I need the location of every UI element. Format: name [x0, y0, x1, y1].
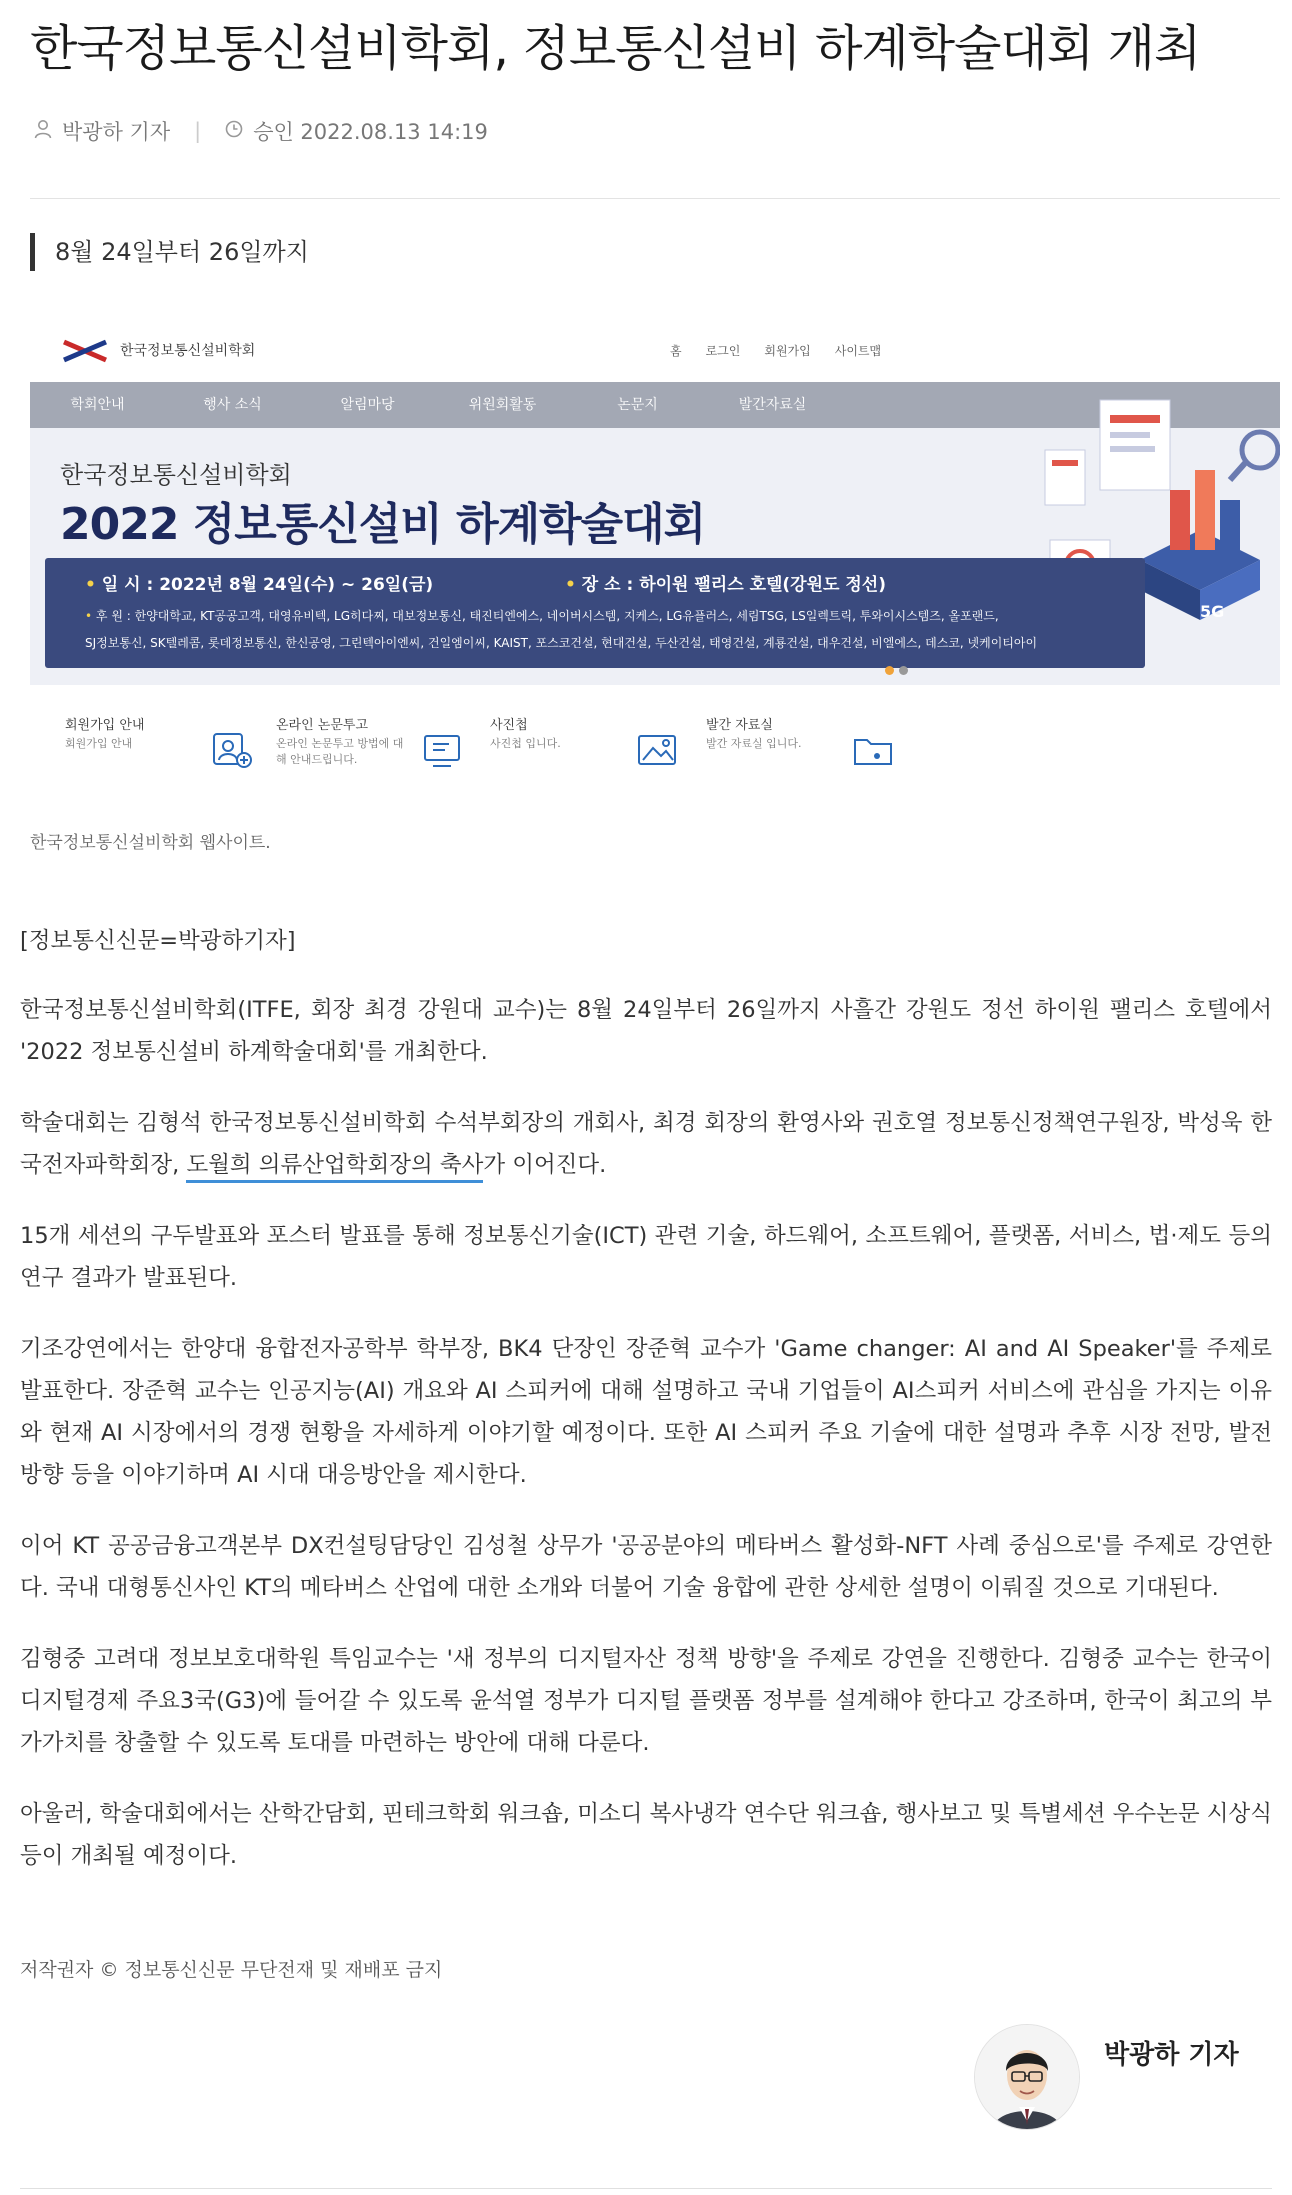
event-venue: • 장 소 : 하이원 팰리스 호텔(강원도 정선)	[565, 575, 886, 595]
headline: 한국정보통신설비학회, 정보통신설비 하계학술대회 개최	[30, 20, 1201, 77]
banner-nav-item: 논문지	[617, 397, 658, 413]
utility-links	[670, 342, 881, 359]
folder-icon	[851, 730, 895, 770]
body-paragraph: [정보통신신문=박광하기자]	[20, 928, 296, 954]
event-sponsors-continued: SJ정보통신, SK텔레콤, 롯데정보통신, 한신공영, 그린텍아이엔씨, 건일엠이씨, KAIST, 포스코건설, 현대건설, 두산건설, 태영건설, 계룡건설, 대우건설, 비엘에스, 데스코, 넷케이티아이	[85, 636, 1038, 650]
byline	[34, 116, 488, 146]
author[interactable]: 박광하 기자	[62, 120, 171, 144]
body-paragraph: 15개 세션의 구두발표와 포스터 발표를 통해 정보통신기술(ICT) 관련 기술, 하드웨어, 소프트웨어, 플랫폼, 서비스, 법·제도 등의 연구 결과가 발표된다.	[20, 1223, 1272, 1291]
highlighted-phrase: 도월희 의류산업학회장의 축사	[186, 1152, 483, 1183]
banner-nav-item: 알림마당	[340, 397, 395, 413]
subtitle: 8월 24일부터 26일까지	[30, 233, 309, 271]
util-sitemap: 사이트맵	[834, 344, 882, 358]
banner-org: 한국정보통신설비학회	[60, 461, 292, 489]
article-figure	[30, 320, 1280, 860]
banner-nav-item: 위원회활동	[468, 397, 537, 413]
carousel-dot	[899, 666, 908, 675]
event-sponsors: • 후 원 : 한양대학교, KT공공고객, 대영유비텍, LG히다찌, 대보정보통신, 태진티엔에스, 네이버시스템, 지케스, LG유플러스, 세림TSG, LS일렉트릭, 투와이시스템즈, 올포랜드,	[85, 609, 999, 623]
header-divider	[30, 198, 1280, 199]
person-icon	[34, 119, 52, 144]
body-paragraph: 김형중 고려대 정보보호대학원 특임교수는 '새 정부의 디지털자산 정책 방향'을 주제로 강연을 진행한다. 김형중 교수는 한국이 디지털경제 주요3국(G3)에 들어갈 수 있도록 윤석열 정부가 디지털 플랫폼 정부를 설계해야 한다고 강조하며, 한국이 최고의 부가가치를 창출할 수 있도록 토대를 마련하는 방안에 대해 다룬다.	[20, 1646, 1272, 1756]
clock-icon	[225, 119, 243, 143]
reporter-name[interactable]: 박광하 기자	[1104, 2040, 1239, 2070]
banner-title: 2022 정보통신설비 하계학술대회	[60, 499, 706, 550]
quick-links: 회원가입 안내 회원가입 안내 온라인 논문투고 온라인 논문투고 방법에 대해 안내드립니다. 사진첩 사진첩 입니다. 발간 자료실 발간 자료실 입니다.	[30, 692, 1280, 802]
banner-nav-item: 발간자료실	[738, 397, 807, 413]
util-home: 홈	[670, 344, 682, 358]
paper-submit-icon	[421, 730, 465, 770]
footer-divider	[20, 2188, 1272, 2189]
banner-nav-item: 행사 소식	[203, 397, 262, 413]
photo-album-icon	[635, 730, 679, 770]
carousel-dots	[885, 660, 913, 679]
website-screenshot[interactable]	[30, 320, 1280, 685]
event-info-box	[45, 558, 1145, 668]
badge-5g: 5G	[1200, 602, 1225, 621]
event-date: • 일 시 : 2022년 8월 24일(수) ~ 26일(금)	[85, 575, 434, 595]
article-body	[20, 920, 1272, 1906]
figure-caption: 한국정보통신설비학회 웹사이트.	[30, 833, 271, 853]
carousel-dot	[885, 666, 894, 675]
member-signup-icon	[210, 730, 254, 770]
body-paragraph: 아울러, 학술대회에서는 산학간담회, 핀테크학회 워크숍, 미소디 복사냉각 연수단 워크숍, 행사보고 및 특별세션 우수논문 시상식 등이 개최될 예정이다.	[20, 1801, 1272, 1869]
body-paragraph: 한국정보통신설비학회(ITFE, 회장 최경 강원대 교수)는 8월 24일부터 26일까지 사흘간 강원도 정선 하이원 팰리스 호텔에서 '2022 정보통신설비 하계학술대회'를 개최한다.	[20, 997, 1272, 1065]
util-signup: 회원가입	[764, 344, 811, 358]
body-paragraph: 이어 KT 공공금융고객본부 DX컨설팅담당인 김성철 상무가 '공공분야의 메타버스 활성화-NFT 사례 중심으로'를 주제로 강연한다. 국내 대형통신사인 KT의 메타버스 산업에 대한 소개와 더불어 기술 융합에 관한 상세한 설명이 이뤄질 것으로 기대된다.	[20, 1533, 1272, 1601]
body-paragraph: 학술대회는 김형석 한국정보통신설비학회 수석부회장의 개회사, 최경 회장의 환영사와 권호열 정보통신정책연구원장, 박성욱 한국전자파학회장, 도월희 의류산업학회장의 축사가 이어진다.	[20, 1102, 1272, 1186]
util-login: 로그인	[705, 344, 741, 358]
approval-time: 승인 2022.08.13 14:19	[253, 120, 488, 144]
copyright-notice: 저작권자 © 정보통신신문 무단전재 및 재배포 금지	[20, 1959, 443, 1981]
logo-text: 한국정보통신설비학회	[120, 343, 256, 359]
reporter-avatar[interactable]	[974, 2024, 1080, 2130]
reporter-card[interactable]	[974, 2020, 1274, 2130]
byline-separator: |	[194, 119, 202, 143]
society-logo	[62, 338, 108, 364]
body-paragraph: 기조강연에서는 한양대 융합전자공학부 학부장, BK4 단장인 장준혁 교수가 'Game changer: AI and AI Speaker'를 주제로 발표한다. 장준혁 교수는 인공지능(AI) 개요와 AI 스피커에 대해 설명하고 국내 기업들이 AI스피커 서비스에 관심을 가지는 이유와 현재 AI 시장에서의 경쟁 현황을 자세하게 이야기할 예정이다. 또한 AI 스피커 주요 기술에 대한 설명과 추후 시장 전망, 발전 방향 등을 이야기하며 AI 시대 대응방안을 제시한다.	[20, 1336, 1272, 1488]
banner-nav-item: 학회안내	[70, 397, 125, 413]
